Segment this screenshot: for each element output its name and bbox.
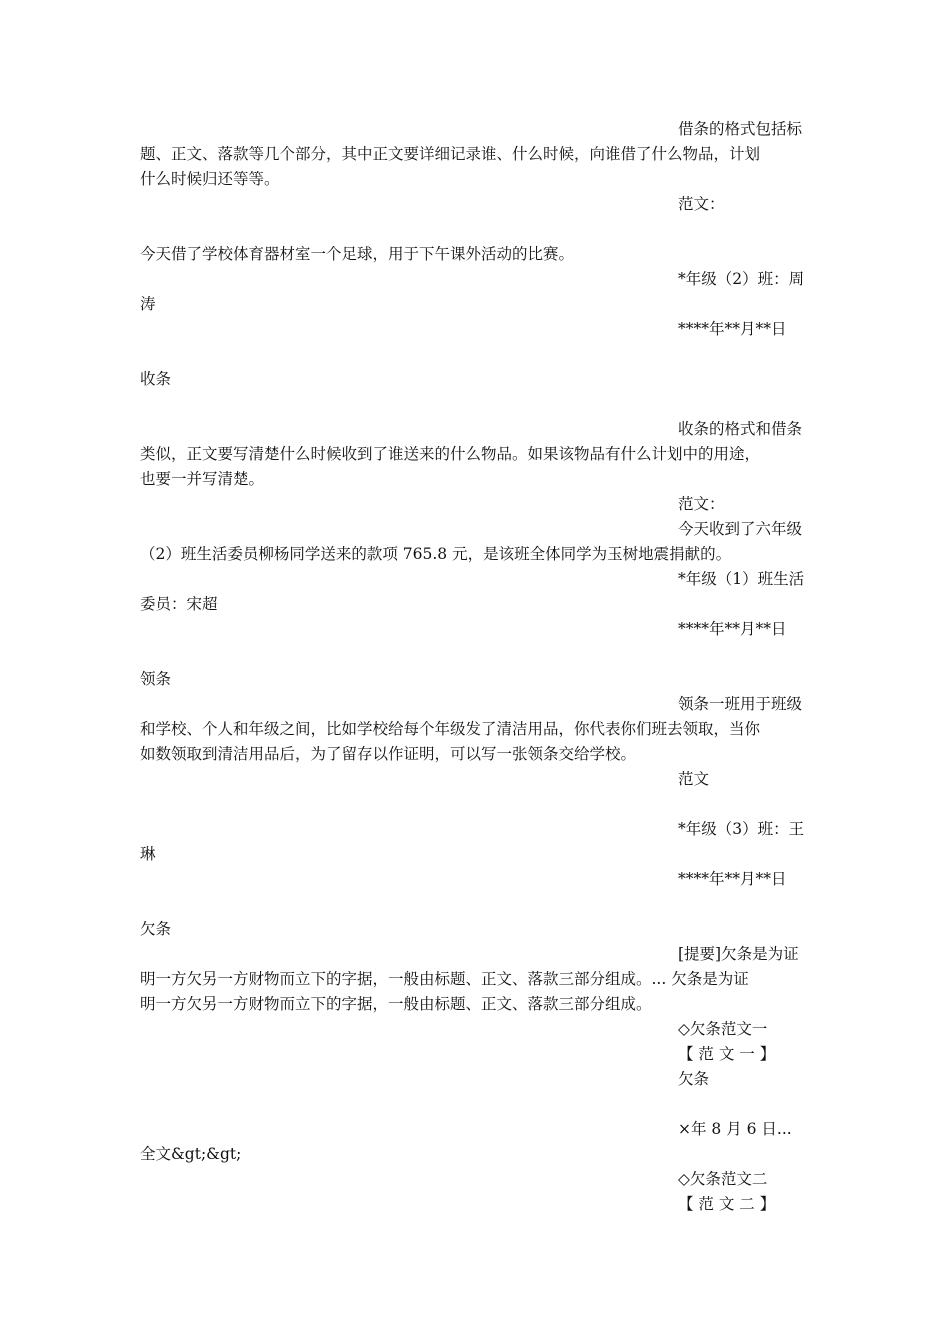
qiantiao-sample1-date: ×年 8 月 6 日...	[678, 1120, 792, 1138]
lingtiao-signature-line-2: 琳	[140, 845, 156, 863]
shoutiao-heading: 收条	[140, 370, 172, 388]
full-text-link[interactable]: 全文&gt;&gt;	[140, 1145, 242, 1163]
lingtiao-heading: 领条	[140, 670, 172, 688]
lingtiao-sample-label: 范文	[678, 770, 710, 788]
qiantiao-intro-line-2: 明一方欠另一方财物而立下的字据，一般由标题、正文、落款三部分组成。... 欠条是为证	[140, 970, 749, 988]
shoutiao-signature-line-2: 委员：宋超	[140, 595, 218, 613]
qiantiao-sample2-bracket: 【 范 文 二 】	[678, 1195, 776, 1213]
jietiao-intro-line-1: 借条的格式包括标	[678, 120, 803, 138]
qiantiao-sample1-heading: 欠条	[678, 1070, 710, 1088]
shoutiao-sample-label: 范文：	[678, 495, 725, 513]
jietiao-intro-line-3: 什么时候归还等等。	[140, 170, 280, 188]
qiantiao-sample1-bracket: 【 范 文 一 】	[678, 1045, 776, 1063]
lingtiao-intro-line-1: 领条一班用于班级	[678, 695, 803, 713]
qiantiao-intro-line-3: 明一方欠另一方财物而立下的字据，一般由标题、正文、落款三部分组成。	[140, 995, 652, 1013]
shoutiao-signature-line-1: *年级（1）班生活	[678, 570, 805, 588]
shoutiao-sample-body-line-2: （2）班生活委员柳杨同学送来的款项 765.8 元，是该班全体同学为玉树地震捐献的。	[140, 545, 732, 563]
shoutiao-intro-line-1: 收条的格式和借条	[678, 420, 803, 438]
jietiao-signature-line-2: 涛	[140, 295, 156, 313]
lingtiao-signature-line-1: *年级（3）班：王	[678, 820, 805, 838]
shoutiao-intro-line-3: 也要一并写清楚。	[140, 470, 265, 488]
jietiao-sample-body: 今天借了学校体育器材室一个足球，用于下午课外活动的比赛。	[140, 245, 575, 263]
qiantiao-heading: 欠条	[140, 920, 172, 938]
jietiao-signature-line-1: *年级（2）班：周	[678, 270, 805, 288]
shoutiao-date: ****年**月**日	[678, 620, 787, 638]
lingtiao-intro-line-3: 如数领取到清洁用品后，为了留存以作证明，可以写一张领条交给学校。	[140, 745, 637, 763]
qiantiao-intro-line-1: [提要]欠条是为证	[678, 945, 799, 963]
qiantiao-sample2-title: ◇欠条范文二	[678, 1170, 768, 1188]
qiantiao-sample1-title: ◇欠条范文一	[678, 1020, 768, 1038]
shoutiao-sample-body-line-1: 今天收到了六年级	[678, 520, 803, 538]
jietiao-sample-label: 范文：	[678, 195, 725, 213]
lingtiao-date: ****年**月**日	[678, 870, 787, 888]
shoutiao-intro-line-2: 类似，正文要写清楚什么时候收到了谁送来的什么物品。如果该物品有什么计划中的用途，	[140, 445, 761, 463]
jietiao-intro-line-2: 题、正文、落款等几个部分，其中正文要详细记录谁、什么时候，向谁借了什么物品，计划	[140, 145, 761, 163]
jietiao-date: ****年**月**日	[678, 320, 787, 338]
lingtiao-intro-line-2: 和学校、个人和年级之间，比如学校给每个年级发了清洁用品，你代表你们班去领取，当你	[140, 720, 761, 738]
